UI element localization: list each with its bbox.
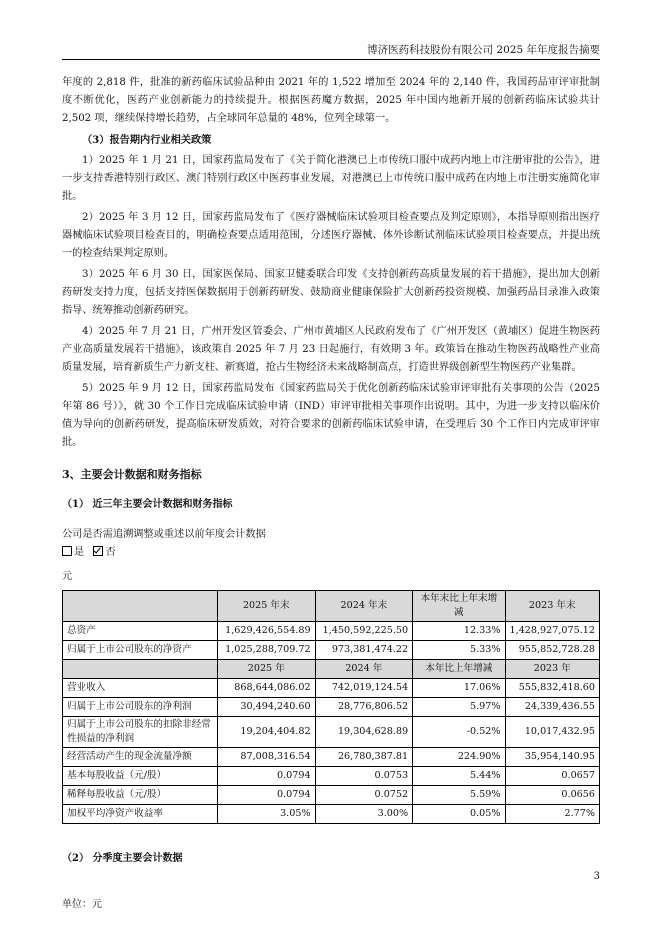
value-cell: 0.05% [413, 805, 505, 824]
column-header-cell: 2024 年末 [315, 591, 413, 622]
value-cell: 87,008,316.54 [218, 748, 316, 767]
value-cell: 1,428,927,075.12 [505, 622, 599, 641]
value-cell: 1,629,426,554.89 [218, 622, 316, 641]
table-row [63, 717, 600, 748]
option-yes-label: 是 [74, 547, 85, 558]
section-3-title: 3、主要会计数据和财务指标 [62, 468, 202, 481]
value-cell: 0.0656 [505, 786, 599, 805]
value-cell: 224.90% [413, 748, 505, 767]
value-cell: 10,017,432.95 [505, 717, 599, 748]
table-row [63, 767, 600, 786]
page-number: 3 [593, 871, 600, 882]
column-header-cell: 2025 年 [218, 660, 316, 679]
column-header-cell: 2023 年 [505, 660, 599, 679]
value-cell: 973,381,474.22 [315, 641, 413, 660]
value-cell: 0.0752 [315, 786, 413, 805]
checkbox-no[interactable] [93, 546, 103, 556]
table-row [63, 786, 600, 805]
row-label-cell: 基本每股收益（元/股） [63, 767, 218, 786]
retro-options [62, 544, 600, 562]
checkbox-yes[interactable] [62, 546, 72, 556]
value-cell: 0.0753 [315, 767, 413, 786]
row-label-cell: 归属于上市公司股东的净利润 [63, 698, 218, 717]
table-row [63, 622, 600, 641]
value-cell: 955,852,728.28 [505, 641, 599, 660]
table-unit: 元 [62, 571, 72, 582]
value-cell: 24,339,436.55 [505, 698, 599, 717]
policy-paragraph-1: 1）2025 年 1 月 21 日，国家药监局发布了《关于简化港澳已上市传统口服中成药内地上市注册审批的公告》，进一步支持香港特别行政区、澳门特别行政区中医药事业发展，对港澳已上市传统口服中成药在内地上市注册实施简化审批。 [62, 155, 600, 202]
financial-table [62, 590, 600, 824]
header-blank-cell [63, 591, 218, 622]
table-row [63, 641, 600, 660]
column-header-cell: 本年末比上年末增减 [413, 591, 505, 622]
value-cell: 19,304,628.89 [315, 717, 413, 748]
value-cell: 0.0794 [218, 767, 316, 786]
value-cell: 28,776,806.52 [315, 698, 413, 717]
column-header-cell: 2024 年 [315, 660, 413, 679]
value-cell: 5.33% [413, 641, 505, 660]
row-label-cell: 归属于上市公司股东的净资产 [63, 641, 218, 660]
value-cell: 5.59% [413, 786, 505, 805]
row-label-cell: 归属于上市公司股东的扣除非经常性损益的净利润 [63, 717, 218, 748]
table-row [63, 748, 600, 767]
row-label-cell: 总资产 [63, 622, 218, 641]
table-row [63, 805, 600, 824]
subsection-1-title: （1） 近三年主要会计数据和财务指标 [62, 499, 233, 510]
value-cell: 30,494,240.60 [218, 698, 316, 717]
column-header-cell: 本年比上年增减 [413, 660, 505, 679]
value-cell: 3.00% [315, 805, 413, 824]
value-cell: 868,644,086.02 [218, 679, 316, 698]
policy-paragraph-3: 3）2025 年 6 月 30 日，国家医保局、国家卫健委联合印发《支持创新药高质量发展的若干措施》，提出加大创新药研发支持力度，包括支持医保数据用于创新药研发、鼓励商业健康保险扩大创新药投资规模、加强药品目录准入政策指导、统筹推动创新药研究。 [62, 269, 600, 316]
table-header-row [63, 591, 600, 622]
retro-question: 公司是否需追溯调整或重述以前年度会计数据 [62, 529, 266, 540]
value-cell: 0.0794 [218, 786, 316, 805]
paragraph-intro: 年度的 2,818 件，批准的新药临床试验品种由 2021 年的 1,522 增加至 2024 年的 2,140 件，我国药品审评审批制度不断优化，医药产业创新能力的持续提升。根据医药魔方数据，2025 年中国内地新开展的创新药临床试验共计 2,502 项，继续保持增长趋势，占全球同年总量的 48%，位列全球第一。 [62, 77, 600, 124]
page-header [62, 38, 600, 60]
header-title: 博济医药科技股份有限公司 2025 年年度报告摘要 [367, 44, 600, 56]
column-header-cell: 2025 年末 [218, 591, 316, 622]
value-cell: 0.0657 [505, 767, 599, 786]
table-header-row [63, 660, 600, 679]
value-cell: -0.52% [413, 717, 505, 748]
value-cell: 5.97% [413, 698, 505, 717]
column-header-cell: 2023 年末 [505, 591, 599, 622]
value-cell: 12.33% [413, 622, 505, 641]
header-blank-cell [63, 660, 218, 679]
table-row [63, 679, 600, 698]
unit-label-2: 单位：元 [62, 899, 102, 910]
value-cell: 5.44% [413, 767, 505, 786]
option-no-label: 否 [105, 547, 116, 558]
value-cell: 555,832,418.60 [505, 679, 599, 698]
policy-paragraph-5: 5）2025 年 9 月 12 日，国家药监局发布《国家药监局关于优化创新药临床试验审评审批有关事项的公告（2025 年第 86 号）》，就 30 个工作日完成临床试验申请（IND）审评审批相关事项作出说明。其中，为进一步支持以临床价值为导向的创新药研发，提高临床研发质效，对符合要求的创新药临床试验申请，在受理后 30 个工作日内完成审评审批。 [62, 383, 600, 448]
value-cell: 1,025,288,709.72 [218, 641, 316, 660]
value-cell: 742,019,124.54 [315, 679, 413, 698]
document-body [62, 74, 600, 917]
value-cell: 19,204,404.82 [218, 717, 316, 748]
value-cell: 26,780,387.81 [315, 748, 413, 767]
value-cell: 1,450,592,225.50 [315, 622, 413, 641]
row-label-cell: 加权平均净资产收益率 [63, 805, 218, 824]
header-rule [62, 59, 600, 60]
row-label-cell: 稀释每股收益（元/股） [63, 786, 218, 805]
row-label-cell: 经营活动产生的现金流量净额 [63, 748, 218, 767]
policy-paragraph-2: 2）2025 年 3 月 12 日，国家药监局发布了《医疗器械临床试验项目检查要点及判定原则》，本指导原则指出医疗器械临床试验项目检查目的，明确检查要点适用范围，分述医疗器械、体外诊断试剂临床试验项目检查要点，并提出统一的检查结果判定原则。 [62, 212, 600, 259]
value-cell: 35,954,140.95 [505, 748, 599, 767]
policy-heading: （3）报告期内行业相关政策 [82, 134, 212, 146]
subsection-2-title: （2） 分季度主要会计数据 [62, 853, 183, 864]
policy-paragraph-4: 4）2025 年 7 月 21 日，广州开发区管委会、广州市黄埔区人民政府发布了《广州开发区（黄埔区）促进生物医药产业高质量发展若干措施》，该政策自 2025 年 7 月 23 日起施行，有效期 3 年。政策旨在推动生物医药战略性产业高质量发展，培育新质生产力新支柱、新赛道，抢占生物经济未来战略制高点，打造世界级创新型生物医药产业集群。 [62, 326, 600, 373]
value-cell: 3.05% [218, 805, 316, 824]
table-row [63, 698, 600, 717]
row-label-cell: 营业收入 [63, 679, 218, 698]
value-cell: 2.77% [505, 805, 599, 824]
value-cell: 17.06% [413, 679, 505, 698]
